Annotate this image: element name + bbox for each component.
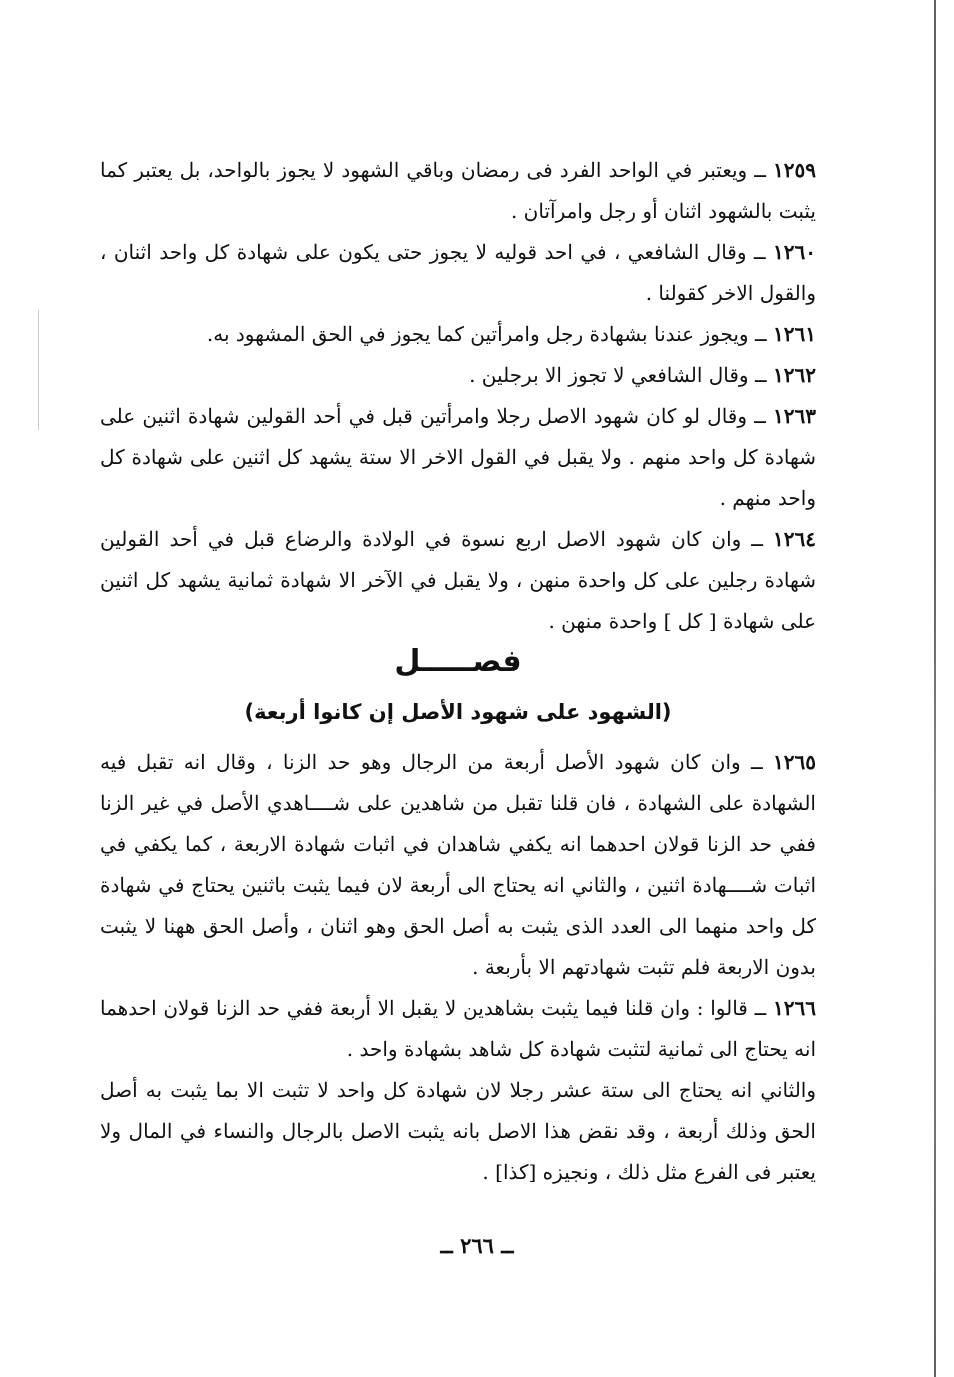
- paragraph-1264: [100, 519, 816, 642]
- paragraph-number: ١٢٦٤: [773, 527, 816, 551]
- paragraph-text: ــ وقال الشافعي لا تجوز الا برجلين .: [469, 363, 767, 387]
- page-number: ــ ٢٦٦ ــ: [440, 1233, 514, 1258]
- paragraph-number: ١٢٦٣: [773, 404, 817, 428]
- paragraph-1261: [100, 314, 816, 355]
- paragraph-text: والثاني انه يحتاج الى ستة عشر رجلا لان شهادة كل واحد لا تثبت الا بما يثبت به أصل الحق وذلك أربعة ، وقد نقض هذا الاصل بانه يثبت الاصل بالرجال والنساء في المال ولا يعتبر فى الفرع مثل ذلك ، ونجيزه [كذا] .: [100, 1078, 816, 1184]
- paragraph-text: ــ وان كان شهود الاصل اربع نسوة في الولادة والرضاع قبل في أحد القولين شهادة رجلين على كل واحدة منهن ، ولا يقبل في الآخر الا شهادة ثمانية يشهد كل اثنين على شهادة [ كل ] واحدة منهن .: [100, 527, 816, 633]
- paragraph-number: ١٢٦٥: [773, 750, 816, 774]
- section-subtitle: (الشهود على شهود الأصل إن كانوا أربعة): [244, 700, 672, 724]
- bottom-paragraphs: [100, 742, 816, 1193]
- paragraph-text: ــ قالوا : وان قلنا فيما يثبت بشاهدين لا يقبل الا أربعة ففي حد الزنا قولان احدهما انه يحتاج الى ثمانية لتثبت شهادة كل شاهد بشهادة واحد .: [100, 996, 816, 1061]
- paragraph-text: ــ وان كان شهود الأصل أربعة من الرجال وهو حد الزنا ، وقال انه تقبل فيه الشهادة على الشهادة ، فان قلنا تقبل من شاهدين على شــــاهدي الأصل في غير الزنا ففي حد الزنا قولان احدهما انه يكفي شاهدان في اثبات شهادة الاربعة ، كما يكفي في اثبات شــــهادة اثنين ، والثاني انه يحتاج الى أربعة لان فيما يثبت باثنين يحتاج في شهادة كل واحد منهما الى العدد الذى يثبت به أصل الحق وهو اثنان ، وأصل الحق ههنا لا يثبت بدون الاربعة فلم تثبت شهادتهم الا بأربعة .: [100, 750, 816, 979]
- paragraph-1259: [100, 150, 816, 232]
- section-title: فصـــــل: [394, 644, 522, 679]
- paragraph-1266: [100, 988, 816, 1070]
- paragraph-1265: [100, 742, 816, 988]
- paragraph-text: ــ ويجوز عندنا بشهادة رجل وامرأتين كما يجوز في الحق المشهود به.: [206, 322, 767, 346]
- paragraph-1262: [100, 355, 816, 396]
- paragraph-text: ــ وقال لو كان شهود الاصل رجلا وامرأتين قبل في أحد القولين شهادة اثنين على شهادة كل واحد منهم . ولا يقبل في القول الاخر الا ستة يشهد كل اثنين على شهادة كل واحد منهم .: [100, 404, 816, 510]
- scan-edge-shadow: [934, 0, 936, 1377]
- top-paragraphs: [100, 150, 816, 642]
- paragraph-1260: [100, 232, 816, 314]
- paragraph-1263: [100, 396, 816, 519]
- paragraph-number: ١٢٦٦: [773, 996, 816, 1020]
- scan-edge-mark: [38, 310, 39, 430]
- paragraph-number: ١٢٦١: [773, 322, 816, 346]
- paragraph-text: ــ وقال الشافعي ، في احد قوليه لا يجوز حتى يكون على شهادة كل واحد اثنان ، والقول الاخر كقولنا .: [100, 240, 816, 305]
- paragraph-number: ١٢٦٢: [773, 363, 816, 387]
- paragraph-continuation: [100, 1070, 816, 1193]
- paragraph-number: ١٢٦٠: [773, 240, 817, 264]
- paragraph-text: ــ ويعتبر في الواحد الفرد فى رمضان وباقي الشهود لا يجوز بالواحد، بل يعتبر كما يثبت بالشهود اثنان أو رجل وامرآتان .: [100, 158, 816, 223]
- paragraph-number: ١٢٥٩: [773, 158, 817, 182]
